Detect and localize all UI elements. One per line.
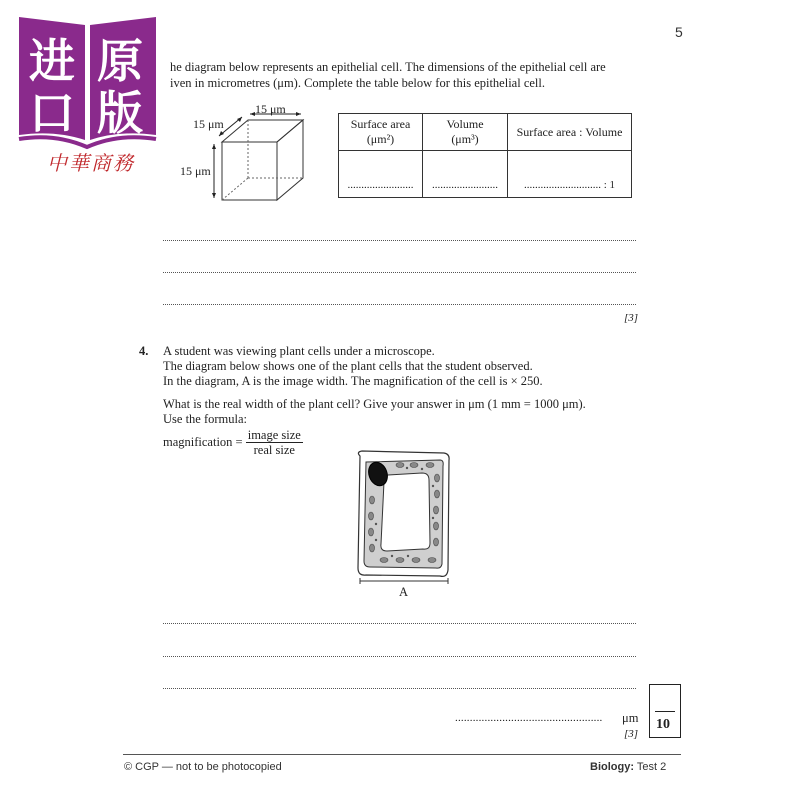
header-label: Volume [446,117,484,131]
q3-marks: [3] [624,312,639,324]
q4-line3: In the diagram, A is the image width. The magnification of the cell is × 250. [163,374,543,388]
q3-intro-line2: iven in micrometres (μm). Complete the table below for this epithelial cell. [170,76,545,90]
footer-rule [123,754,681,755]
page-number: 5 [675,24,683,40]
table-header-ratio [508,114,632,151]
footer-subject [590,761,666,773]
q4-number: 4. [139,344,149,358]
header-label: Surface area : Volume [516,124,623,139]
answer-line[interactable] [163,238,636,241]
score-divider [655,711,675,712]
q4-marks: [3] [624,728,639,740]
watermark-char-3: 口 [29,86,75,140]
watermark-subtitle: 中華商務 [47,151,135,175]
table-header-surface-area [339,114,423,151]
header-unit: (μm²) [366,132,395,146]
formula-fraction [246,428,303,457]
plant-cell-diagram [352,448,454,588]
final-answer-dots[interactable]: .................................................. [455,712,603,724]
formula-denominator: real size [253,443,295,457]
q4-question2: Use the formula: [163,412,248,426]
answer-cell-surface-area[interactable]: ........................ [339,151,423,198]
score-box [649,684,681,738]
footer-subject-bold: Biology: [590,761,634,773]
q4-line2: The diagram below shows one of the plant cells that the student observed. [163,359,533,373]
answer-line[interactable] [163,270,636,273]
watermark-char-2: 原 [97,34,143,88]
answer-cell-volume[interactable]: ........................ [423,151,508,198]
answer-line[interactable] [163,621,636,624]
q4-line1: A student was viewing plant cells under a microscope. [163,344,435,358]
footer-copyright: © CGP — not to be photocopied [124,761,282,773]
q4-question1: What is the real width of the plant cell? Give your answer in μm (1 mm = 1000 μm). [163,397,586,411]
q3-answer-table [338,113,632,198]
answer-line[interactable] [163,302,636,305]
score-total: 10 [656,717,670,732]
answer-line[interactable] [163,686,636,689]
watermark-char-1: 进 [29,34,75,88]
cube-diagram [170,100,315,205]
formula-left: magnification = [163,435,243,449]
watermark-logo [15,15,160,185]
cube-side-label: 15 μm [193,117,224,131]
cube-top-label: 15 μm [255,102,286,116]
footer-subject-test: Test 2 [634,761,667,773]
width-label-a: A [399,585,409,599]
magnification-formula [163,428,303,457]
table-header-volume [423,114,508,151]
final-answer-unit: μm [622,711,639,725]
formula-numerator: image size [247,428,301,442]
q3-intro-line1: he diagram below represents an epithelial cell. The dimensions of the epithelial cell are [170,60,606,74]
header-unit: (μm³) [451,132,479,146]
header-label: Surface area [350,117,411,131]
answer-line[interactable] [163,654,636,657]
watermark-char-4: 版 [97,86,143,140]
cube-left-label: 15 μm [180,164,211,178]
answer-cell-ratio[interactable]: ............................ : 1 [508,151,632,198]
